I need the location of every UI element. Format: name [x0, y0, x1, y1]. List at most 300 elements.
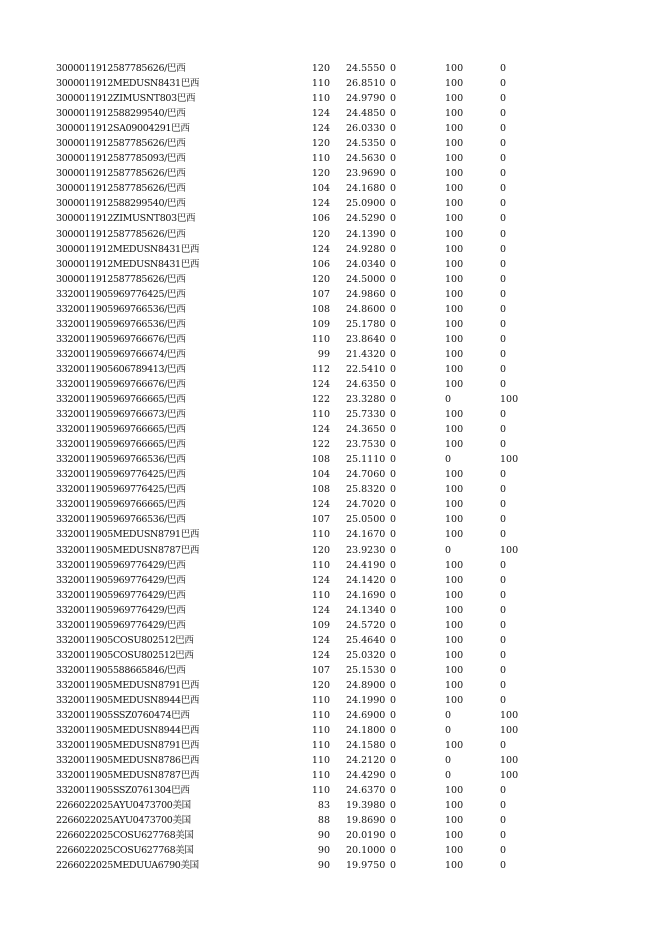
row-col-b-cell: 0 — [500, 800, 507, 812]
table-row — [0, 693, 662, 708]
row-quantity-cell: 124 — [311, 378, 330, 390]
row-col-a-cell: 100 — [445, 845, 464, 857]
row-col-b-cell: 0 — [500, 333, 507, 345]
row-value-cell: 19.9750 — [346, 860, 386, 872]
row-col-a-cell: 100 — [445, 63, 464, 74]
row-quantity-cell: 122 — [311, 394, 330, 406]
row-col-b-cell: 100 — [500, 770, 519, 782]
table-row — [0, 257, 662, 272]
table-row — [0, 211, 662, 226]
row-value-cell: 20.0190 — [346, 830, 386, 842]
table-row — [0, 407, 662, 422]
row-col-a-cell: 100 — [445, 303, 464, 315]
row-col-b-cell: 0 — [500, 815, 507, 827]
row-quantity-cell: 124 — [311, 574, 330, 586]
table-row — [0, 227, 662, 242]
row-quantity-cell: 83 — [317, 800, 330, 812]
row-col-b-cell: 0 — [500, 153, 507, 165]
row-id-cell: 3320011905969776429/巴西 — [56, 559, 186, 571]
row-col-b-cell: 0 — [500, 514, 507, 526]
row-quantity-cell: 110 — [311, 153, 330, 165]
row-col-a-cell: 100 — [445, 108, 464, 120]
table-row — [0, 302, 662, 317]
row-value-cell: 24.5000 — [346, 273, 386, 285]
row-col-b-cell: 0 — [500, 469, 507, 481]
row-zero-cell: 0 — [390, 694, 397, 706]
table-row — [0, 166, 662, 181]
row-id-cell: 3000011912587785626/巴西 — [56, 138, 186, 150]
row-col-a-cell: 100 — [445, 123, 464, 135]
row-quantity-cell: 124 — [311, 198, 330, 210]
row-zero-cell: 0 — [390, 589, 397, 601]
table-row — [0, 482, 662, 497]
spreadsheet-table — [0, 61, 662, 874]
row-zero-cell: 0 — [390, 634, 397, 646]
row-id-cell: 3000011912588299540/巴西 — [56, 108, 186, 120]
row-quantity-cell: 109 — [311, 619, 330, 631]
table-row — [0, 512, 662, 527]
row-value-cell: 24.4850 — [346, 108, 386, 120]
row-quantity-cell: 112 — [311, 363, 330, 375]
row-id-cell: 2266022025AYU0473700美国 — [56, 800, 191, 812]
row-col-a-cell: 100 — [445, 288, 464, 300]
row-id-cell: 3320011905969766536/巴西 — [56, 318, 186, 330]
row-value-cell: 24.9280 — [346, 243, 386, 255]
row-value-cell: 26.8510 — [346, 78, 386, 90]
row-quantity-cell: 110 — [311, 755, 330, 767]
row-value-cell: 24.4190 — [346, 559, 386, 571]
row-id-cell: 3000011912587785626/巴西 — [56, 63, 186, 74]
row-col-b-cell: 0 — [500, 484, 507, 496]
row-zero-cell: 0 — [390, 153, 397, 165]
row-quantity-cell: 120 — [311, 544, 330, 556]
row-value-cell: 25.7330 — [346, 409, 386, 421]
row-col-b-cell: 0 — [500, 649, 507, 661]
row-zero-cell: 0 — [390, 484, 397, 496]
table-row — [0, 753, 662, 768]
row-col-b-cell: 0 — [500, 243, 507, 255]
table-row — [0, 106, 662, 121]
table-row — [0, 527, 662, 542]
row-zero-cell: 0 — [390, 679, 397, 691]
row-quantity-cell: 120 — [311, 63, 330, 74]
row-col-a-cell: 100 — [445, 318, 464, 330]
row-quantity-cell: 120 — [311, 273, 330, 285]
table-row — [0, 272, 662, 287]
row-col-b-cell: 0 — [500, 529, 507, 541]
row-col-b-cell: 0 — [500, 860, 507, 872]
row-col-b-cell: 0 — [500, 785, 507, 797]
row-value-cell: 24.1800 — [346, 725, 386, 737]
row-col-a-cell: 100 — [445, 378, 464, 390]
row-value-cell: 25.0320 — [346, 649, 386, 661]
row-id-cell: 3000011912587785626/巴西 — [56, 273, 186, 285]
row-value-cell: 24.1670 — [346, 529, 386, 541]
row-zero-cell: 0 — [390, 755, 397, 767]
table-row — [0, 738, 662, 753]
row-quantity-cell: 88 — [317, 815, 330, 827]
row-col-a-cell: 100 — [445, 168, 464, 180]
row-col-a-cell: 100 — [445, 499, 464, 511]
row-value-cell: 24.3650 — [346, 424, 386, 436]
row-value-cell: 24.7060 — [346, 469, 386, 481]
row-zero-cell: 0 — [390, 424, 397, 436]
row-quantity-cell: 90 — [317, 845, 330, 857]
row-col-a-cell: 100 — [445, 348, 464, 360]
row-quantity-cell: 124 — [311, 649, 330, 661]
row-col-a-cell: 0 — [445, 770, 452, 782]
row-col-b-cell: 0 — [500, 108, 507, 120]
row-value-cell: 24.2120 — [346, 755, 386, 767]
row-value-cell: 24.5550 — [346, 63, 386, 74]
row-zero-cell: 0 — [390, 830, 397, 842]
row-col-a-cell: 100 — [445, 243, 464, 255]
row-col-a-cell: 100 — [445, 604, 464, 616]
row-col-a-cell: 100 — [445, 860, 464, 872]
row-col-a-cell: 100 — [445, 514, 464, 526]
row-col-a-cell: 100 — [445, 589, 464, 601]
row-quantity-cell: 110 — [311, 559, 330, 571]
row-id-cell: 3320011905MEDUSN8786巴西 — [56, 755, 200, 767]
row-col-b-cell: 0 — [500, 845, 507, 857]
row-id-cell: 3320011905969766536/巴西 — [56, 454, 186, 466]
row-value-cell: 24.1420 — [346, 574, 386, 586]
row-quantity-cell: 107 — [311, 514, 330, 526]
table-row — [0, 798, 662, 813]
row-col-a-cell: 100 — [445, 333, 464, 345]
row-value-cell: 25.1530 — [346, 664, 386, 676]
row-col-b-cell: 100 — [500, 710, 519, 722]
table-row — [0, 151, 662, 166]
row-value-cell: 24.1680 — [346, 183, 386, 195]
row-id-cell: 3320011905969776429/巴西 — [56, 619, 186, 631]
row-quantity-cell: 106 — [311, 213, 330, 225]
row-col-a-cell: 0 — [445, 725, 452, 737]
row-zero-cell: 0 — [390, 740, 397, 752]
row-col-b-cell: 0 — [500, 198, 507, 210]
row-value-cell: 25.4640 — [346, 634, 386, 646]
row-value-cell: 23.9690 — [346, 168, 386, 180]
row-quantity-cell: 124 — [311, 108, 330, 120]
row-value-cell: 24.0340 — [346, 258, 386, 270]
row-value-cell: 24.4290 — [346, 770, 386, 782]
row-quantity-cell: 110 — [311, 589, 330, 601]
row-id-cell: 3320011905MEDUSN8787巴西 — [56, 770, 200, 782]
row-value-cell: 24.1340 — [346, 604, 386, 616]
row-zero-cell: 0 — [390, 800, 397, 812]
row-zero-cell: 0 — [390, 649, 397, 661]
row-value-cell: 24.5290 — [346, 213, 386, 225]
row-col-b-cell: 0 — [500, 258, 507, 270]
row-id-cell: 3320011905SSZ0760474巴西 — [56, 710, 190, 722]
row-col-b-cell: 0 — [500, 378, 507, 390]
row-col-a-cell: 0 — [445, 710, 452, 722]
row-col-a-cell: 100 — [445, 198, 464, 210]
row-zero-cell: 0 — [390, 559, 397, 571]
row-id-cell: 3320011905969766676/巴西 — [56, 333, 186, 345]
table-row — [0, 497, 662, 512]
row-quantity-cell: 122 — [311, 439, 330, 451]
row-value-cell: 25.1110 — [346, 454, 386, 466]
row-value-cell: 24.7020 — [346, 499, 386, 511]
row-col-b-cell: 0 — [500, 679, 507, 691]
row-id-cell: 3320011905969766673/巴西 — [56, 409, 186, 421]
row-id-cell: 3320011905969766665/巴西 — [56, 499, 186, 511]
row-id-cell: 3320011905969776429/巴西 — [56, 574, 186, 586]
row-quantity-cell: 110 — [311, 93, 330, 105]
table-row — [0, 196, 662, 211]
row-zero-cell: 0 — [390, 243, 397, 255]
row-id-cell: 3320011905969776425/巴西 — [56, 288, 186, 300]
row-zero-cell: 0 — [390, 845, 397, 857]
row-quantity-cell: 110 — [311, 409, 330, 421]
row-zero-cell: 0 — [390, 409, 397, 421]
row-zero-cell: 0 — [390, 544, 397, 556]
row-zero-cell: 0 — [390, 333, 397, 345]
row-col-b-cell: 0 — [500, 604, 507, 616]
row-col-a-cell: 100 — [445, 258, 464, 270]
table-row — [0, 287, 662, 302]
row-id-cell: 3320011905969766676/巴西 — [56, 378, 186, 390]
row-quantity-cell: 124 — [311, 604, 330, 616]
row-quantity-cell: 110 — [311, 740, 330, 752]
row-quantity-cell: 120 — [311, 168, 330, 180]
row-value-cell: 20.1000 — [346, 845, 386, 857]
row-col-a-cell: 100 — [445, 785, 464, 797]
row-value-cell: 24.8900 — [346, 679, 386, 691]
row-col-b-cell: 0 — [500, 273, 507, 285]
row-quantity-cell: 104 — [311, 183, 330, 195]
row-quantity-cell: 120 — [311, 138, 330, 150]
row-value-cell: 24.9860 — [346, 288, 386, 300]
row-col-b-cell: 0 — [500, 318, 507, 330]
row-quantity-cell: 124 — [311, 499, 330, 511]
row-value-cell: 24.6350 — [346, 378, 386, 390]
row-id-cell: 3320011905969766674/巴西 — [56, 348, 186, 360]
row-col-b-cell: 0 — [500, 303, 507, 315]
row-id-cell: 3320011905MEDUSN8791巴西 — [56, 529, 200, 541]
row-quantity-cell: 106 — [311, 258, 330, 270]
row-value-cell: 25.8320 — [346, 484, 386, 496]
row-value-cell: 24.5720 — [346, 619, 386, 631]
row-id-cell: 3320011905969776429/巴西 — [56, 589, 186, 601]
row-quantity-cell: 110 — [311, 710, 330, 722]
row-zero-cell: 0 — [390, 198, 397, 210]
row-col-a-cell: 100 — [445, 439, 464, 451]
row-col-a-cell: 100 — [445, 815, 464, 827]
row-col-a-cell: 0 — [445, 454, 452, 466]
row-zero-cell: 0 — [390, 108, 397, 120]
row-quantity-cell: 107 — [311, 664, 330, 676]
row-zero-cell: 0 — [390, 499, 397, 511]
row-col-b-cell: 100 — [500, 725, 519, 737]
row-col-b-cell: 0 — [500, 559, 507, 571]
row-zero-cell: 0 — [390, 288, 397, 300]
row-col-a-cell: 100 — [445, 649, 464, 661]
row-id-cell: 3320011905969766665/巴西 — [56, 394, 186, 406]
row-zero-cell: 0 — [390, 168, 397, 180]
table-row — [0, 317, 662, 332]
row-zero-cell: 0 — [390, 604, 397, 616]
row-quantity-cell: 124 — [311, 123, 330, 135]
row-value-cell: 24.1690 — [346, 589, 386, 601]
row-value-cell: 21.4320 — [346, 348, 386, 360]
row-zero-cell: 0 — [390, 725, 397, 737]
table-row — [0, 768, 662, 783]
row-col-a-cell: 100 — [445, 800, 464, 812]
row-id-cell: 3320011905969766536/巴西 — [56, 514, 186, 526]
row-col-a-cell: 100 — [445, 228, 464, 240]
table-row — [0, 663, 662, 678]
row-zero-cell: 0 — [390, 123, 397, 135]
row-id-cell: 3320011905MEDUSN8944巴西 — [56, 694, 200, 706]
row-col-b-cell: 0 — [500, 574, 507, 586]
row-id-cell: 2266022025COSU627768美国 — [56, 830, 194, 842]
row-quantity-cell: 110 — [311, 333, 330, 345]
row-quantity-cell: 124 — [311, 424, 330, 436]
row-col-b-cell: 0 — [500, 138, 507, 150]
table-row — [0, 242, 662, 257]
row-id-cell: 2266022025COSU627768美国 — [56, 845, 194, 857]
table-row — [0, 452, 662, 467]
row-zero-cell: 0 — [390, 394, 397, 406]
table-row — [0, 573, 662, 588]
row-quantity-cell: 110 — [311, 725, 330, 737]
row-value-cell: 23.3280 — [346, 394, 386, 406]
row-col-b-cell: 0 — [500, 694, 507, 706]
row-value-cell: 24.1990 — [346, 694, 386, 706]
row-col-b-cell: 0 — [500, 830, 507, 842]
row-col-a-cell: 0 — [445, 755, 452, 767]
table-row — [0, 648, 662, 663]
row-zero-cell: 0 — [390, 529, 397, 541]
row-col-b-cell: 0 — [500, 213, 507, 225]
row-id-cell: 3000011912ZIMUSNT803巴西 — [56, 213, 196, 225]
row-col-b-cell: 0 — [500, 619, 507, 631]
row-zero-cell: 0 — [390, 93, 397, 105]
row-id-cell: 3000011912587785626/巴西 — [56, 228, 186, 240]
row-col-a-cell: 100 — [445, 183, 464, 195]
row-zero-cell: 0 — [390, 860, 397, 872]
row-quantity-cell: 90 — [317, 860, 330, 872]
row-id-cell: 3320011905SSZ0761304巴西 — [56, 785, 190, 797]
row-quantity-cell: 110 — [311, 529, 330, 541]
row-id-cell: 3000011912587785093/巴西 — [56, 153, 186, 165]
row-zero-cell: 0 — [390, 228, 397, 240]
row-id-cell: 3000011912587785626/巴西 — [56, 183, 186, 195]
row-id-cell: 3000011912587785626/巴西 — [56, 168, 186, 180]
table-row — [0, 558, 662, 573]
row-col-a-cell: 100 — [445, 529, 464, 541]
table-row — [0, 392, 662, 407]
row-col-b-cell: 0 — [500, 634, 507, 646]
row-value-cell: 24.5350 — [346, 138, 386, 150]
row-col-b-cell: 100 — [500, 394, 519, 406]
row-zero-cell: 0 — [390, 273, 397, 285]
row-col-b-cell: 0 — [500, 123, 507, 135]
row-quantity-cell: 120 — [311, 679, 330, 691]
row-col-b-cell: 100 — [500, 755, 519, 767]
table-row — [0, 783, 662, 798]
row-quantity-cell: 109 — [311, 318, 330, 330]
table-row — [0, 347, 662, 362]
row-id-cell: 3000011912ZIMUSNT803巴西 — [56, 93, 196, 105]
row-col-b-cell: 0 — [500, 78, 507, 90]
row-zero-cell: 0 — [390, 363, 397, 375]
row-zero-cell: 0 — [390, 619, 397, 631]
row-zero-cell: 0 — [390, 303, 397, 315]
table-row — [0, 723, 662, 738]
row-id-cell: 3320011905969776425/巴西 — [56, 469, 186, 481]
row-quantity-cell: 90 — [317, 830, 330, 842]
row-zero-cell: 0 — [390, 469, 397, 481]
table-row — [0, 61, 662, 76]
row-col-b-cell: 0 — [500, 589, 507, 601]
row-quantity-cell: 124 — [311, 634, 330, 646]
row-zero-cell: 0 — [390, 574, 397, 586]
table-row — [0, 618, 662, 633]
row-id-cell: 3320011905MEDUSN8787巴西 — [56, 544, 200, 556]
table-row — [0, 603, 662, 618]
table-row — [0, 181, 662, 196]
row-value-cell: 25.0500 — [346, 514, 386, 526]
row-id-cell: 3320011905969766536/巴西 — [56, 303, 186, 315]
row-col-a-cell: 100 — [445, 409, 464, 421]
row-id-cell: 3320011905969766665/巴西 — [56, 424, 186, 436]
row-zero-cell: 0 — [390, 514, 397, 526]
row-id-cell: 3320011905969776429/巴西 — [56, 604, 186, 616]
row-value-cell: 24.5630 — [346, 153, 386, 165]
table-row — [0, 377, 662, 392]
row-value-cell: 23.9230 — [346, 544, 386, 556]
row-value-cell: 23.7530 — [346, 439, 386, 451]
row-id-cell: 3000011912588299540/巴西 — [56, 198, 186, 210]
table-row — [0, 332, 662, 347]
row-value-cell: 22.5410 — [346, 363, 386, 375]
row-col-b-cell: 0 — [500, 63, 507, 74]
table-row — [0, 422, 662, 437]
row-col-a-cell: 100 — [445, 93, 464, 105]
row-zero-cell: 0 — [390, 318, 397, 330]
row-value-cell: 24.9790 — [346, 93, 386, 105]
row-value-cell: 26.0330 — [346, 123, 386, 135]
table-row — [0, 362, 662, 377]
row-id-cell: 3320011905MEDUSN8791巴西 — [56, 740, 200, 752]
row-quantity-cell: 124 — [311, 243, 330, 255]
row-col-a-cell: 100 — [445, 694, 464, 706]
row-col-a-cell: 0 — [445, 394, 452, 406]
row-quantity-cell: 110 — [311, 770, 330, 782]
table-row — [0, 843, 662, 858]
row-quantity-cell: 110 — [311, 785, 330, 797]
row-zero-cell: 0 — [390, 815, 397, 827]
row-col-b-cell: 0 — [500, 499, 507, 511]
row-id-cell: 3320011905606789413/巴西 — [56, 363, 186, 375]
row-col-a-cell: 100 — [445, 469, 464, 481]
row-value-cell: 25.0900 — [346, 198, 386, 210]
row-value-cell: 25.1780 — [346, 318, 386, 330]
row-id-cell: 3000011912MEDUSN8431巴西 — [56, 258, 200, 270]
row-col-b-cell: 0 — [500, 740, 507, 752]
table-row — [0, 121, 662, 136]
row-id-cell: 3000011912MEDUSN8431巴西 — [56, 243, 200, 255]
table-row — [0, 91, 662, 106]
row-value-cell: 24.1580 — [346, 740, 386, 752]
row-col-b-cell: 0 — [500, 288, 507, 300]
row-col-b-cell: 0 — [500, 424, 507, 436]
row-col-a-cell: 100 — [445, 830, 464, 842]
row-value-cell: 19.3980 — [346, 800, 386, 812]
